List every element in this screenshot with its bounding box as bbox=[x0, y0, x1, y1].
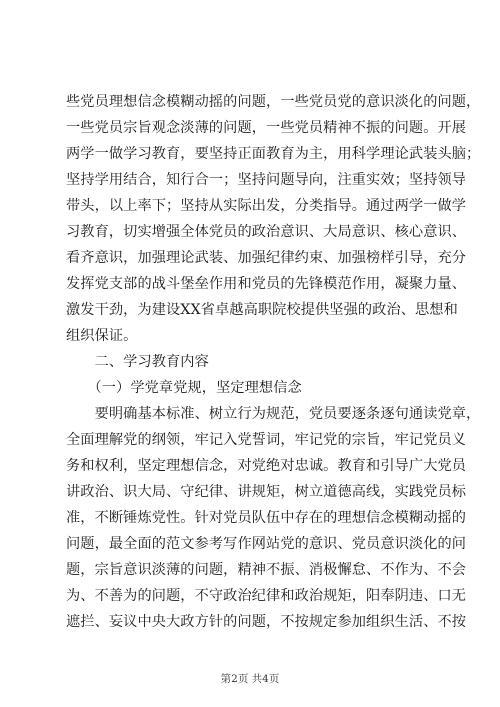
body-text-line: 题，宗旨意识淡薄的问题，精神不振、消极懈怠、不作为、不会 bbox=[66, 562, 467, 578]
page-number-footer: 第2页 共4页 bbox=[220, 673, 280, 685]
body-text-line: 为、不善为的问题，不守政治纪律和政治规矩，阳奉阴违、口无 bbox=[66, 588, 467, 604]
body-text-line: 讲政治、识大局、守纪律、讲规矩，树立道德高线，实践党员标 bbox=[66, 484, 467, 500]
body-text-line: 两学一做学习教育，要坚持正面教育为主，用科学理论武装头脑； bbox=[66, 146, 481, 162]
body-text-line: 习教育，切实增强全体党员的政治意识、大局意识、核心意识、 bbox=[66, 224, 467, 240]
body-text-line: 些党员理想信念模糊动摇的问题，一些党员党的意识淡化的问题， bbox=[66, 94, 481, 110]
body-text-line: 问题，最全面的范文参考写作网站党的意识、党员意识淡化的问 bbox=[66, 536, 467, 552]
section-heading: 二、学习教育内容 bbox=[66, 354, 209, 370]
body-text-line: 带头，以上率下；坚持从实际出发，分类指导。通过两学一做学 bbox=[66, 198, 467, 214]
body-text-line: 组织保证。 bbox=[66, 328, 138, 344]
body-text-line: 看齐意识，加强理论武装、加强纪律约束、加强榜样引导，充分 bbox=[66, 250, 467, 266]
body-text-line: 全面理解党的纲领，牢记入党誓词，牢记党的宗旨，牢记党员义 bbox=[66, 432, 467, 448]
subsection-heading: （一）学党章党规，坚定理想信念 bbox=[66, 380, 302, 396]
body-text-line: 发挥党支部的战斗堡垒作用和党员的先锋模范作用，凝聚力量、 bbox=[66, 276, 467, 292]
body-text-line: 要明确基本标准、树立行为规范，党员要逐条逐句通读党章， bbox=[66, 406, 481, 422]
body-text-line: 务和权利，坚定理想信念，对党绝对忠诚。教育和引导广大党员 bbox=[66, 458, 467, 474]
body-text-line: 遮拦、妄议中央大政方针的问题，不按规定参加组织生活、不按 bbox=[66, 614, 467, 630]
body-text-line: 坚持学用结合，知行合一；坚持问题导向，注重实效；坚持领导 bbox=[66, 172, 467, 188]
body-text-line: 激发干劲，为建设XX省卓越高职院校提供坚强的政治、思想和 bbox=[66, 302, 458, 318]
body-text-line: 一些党员宗旨观念淡薄的问题，一些党员精神不振的问题。开展 bbox=[66, 120, 467, 136]
body-text-line: 准，不断锤炼党性。针对党员队伍中存在的理想信念模糊动摇的 bbox=[66, 510, 467, 526]
